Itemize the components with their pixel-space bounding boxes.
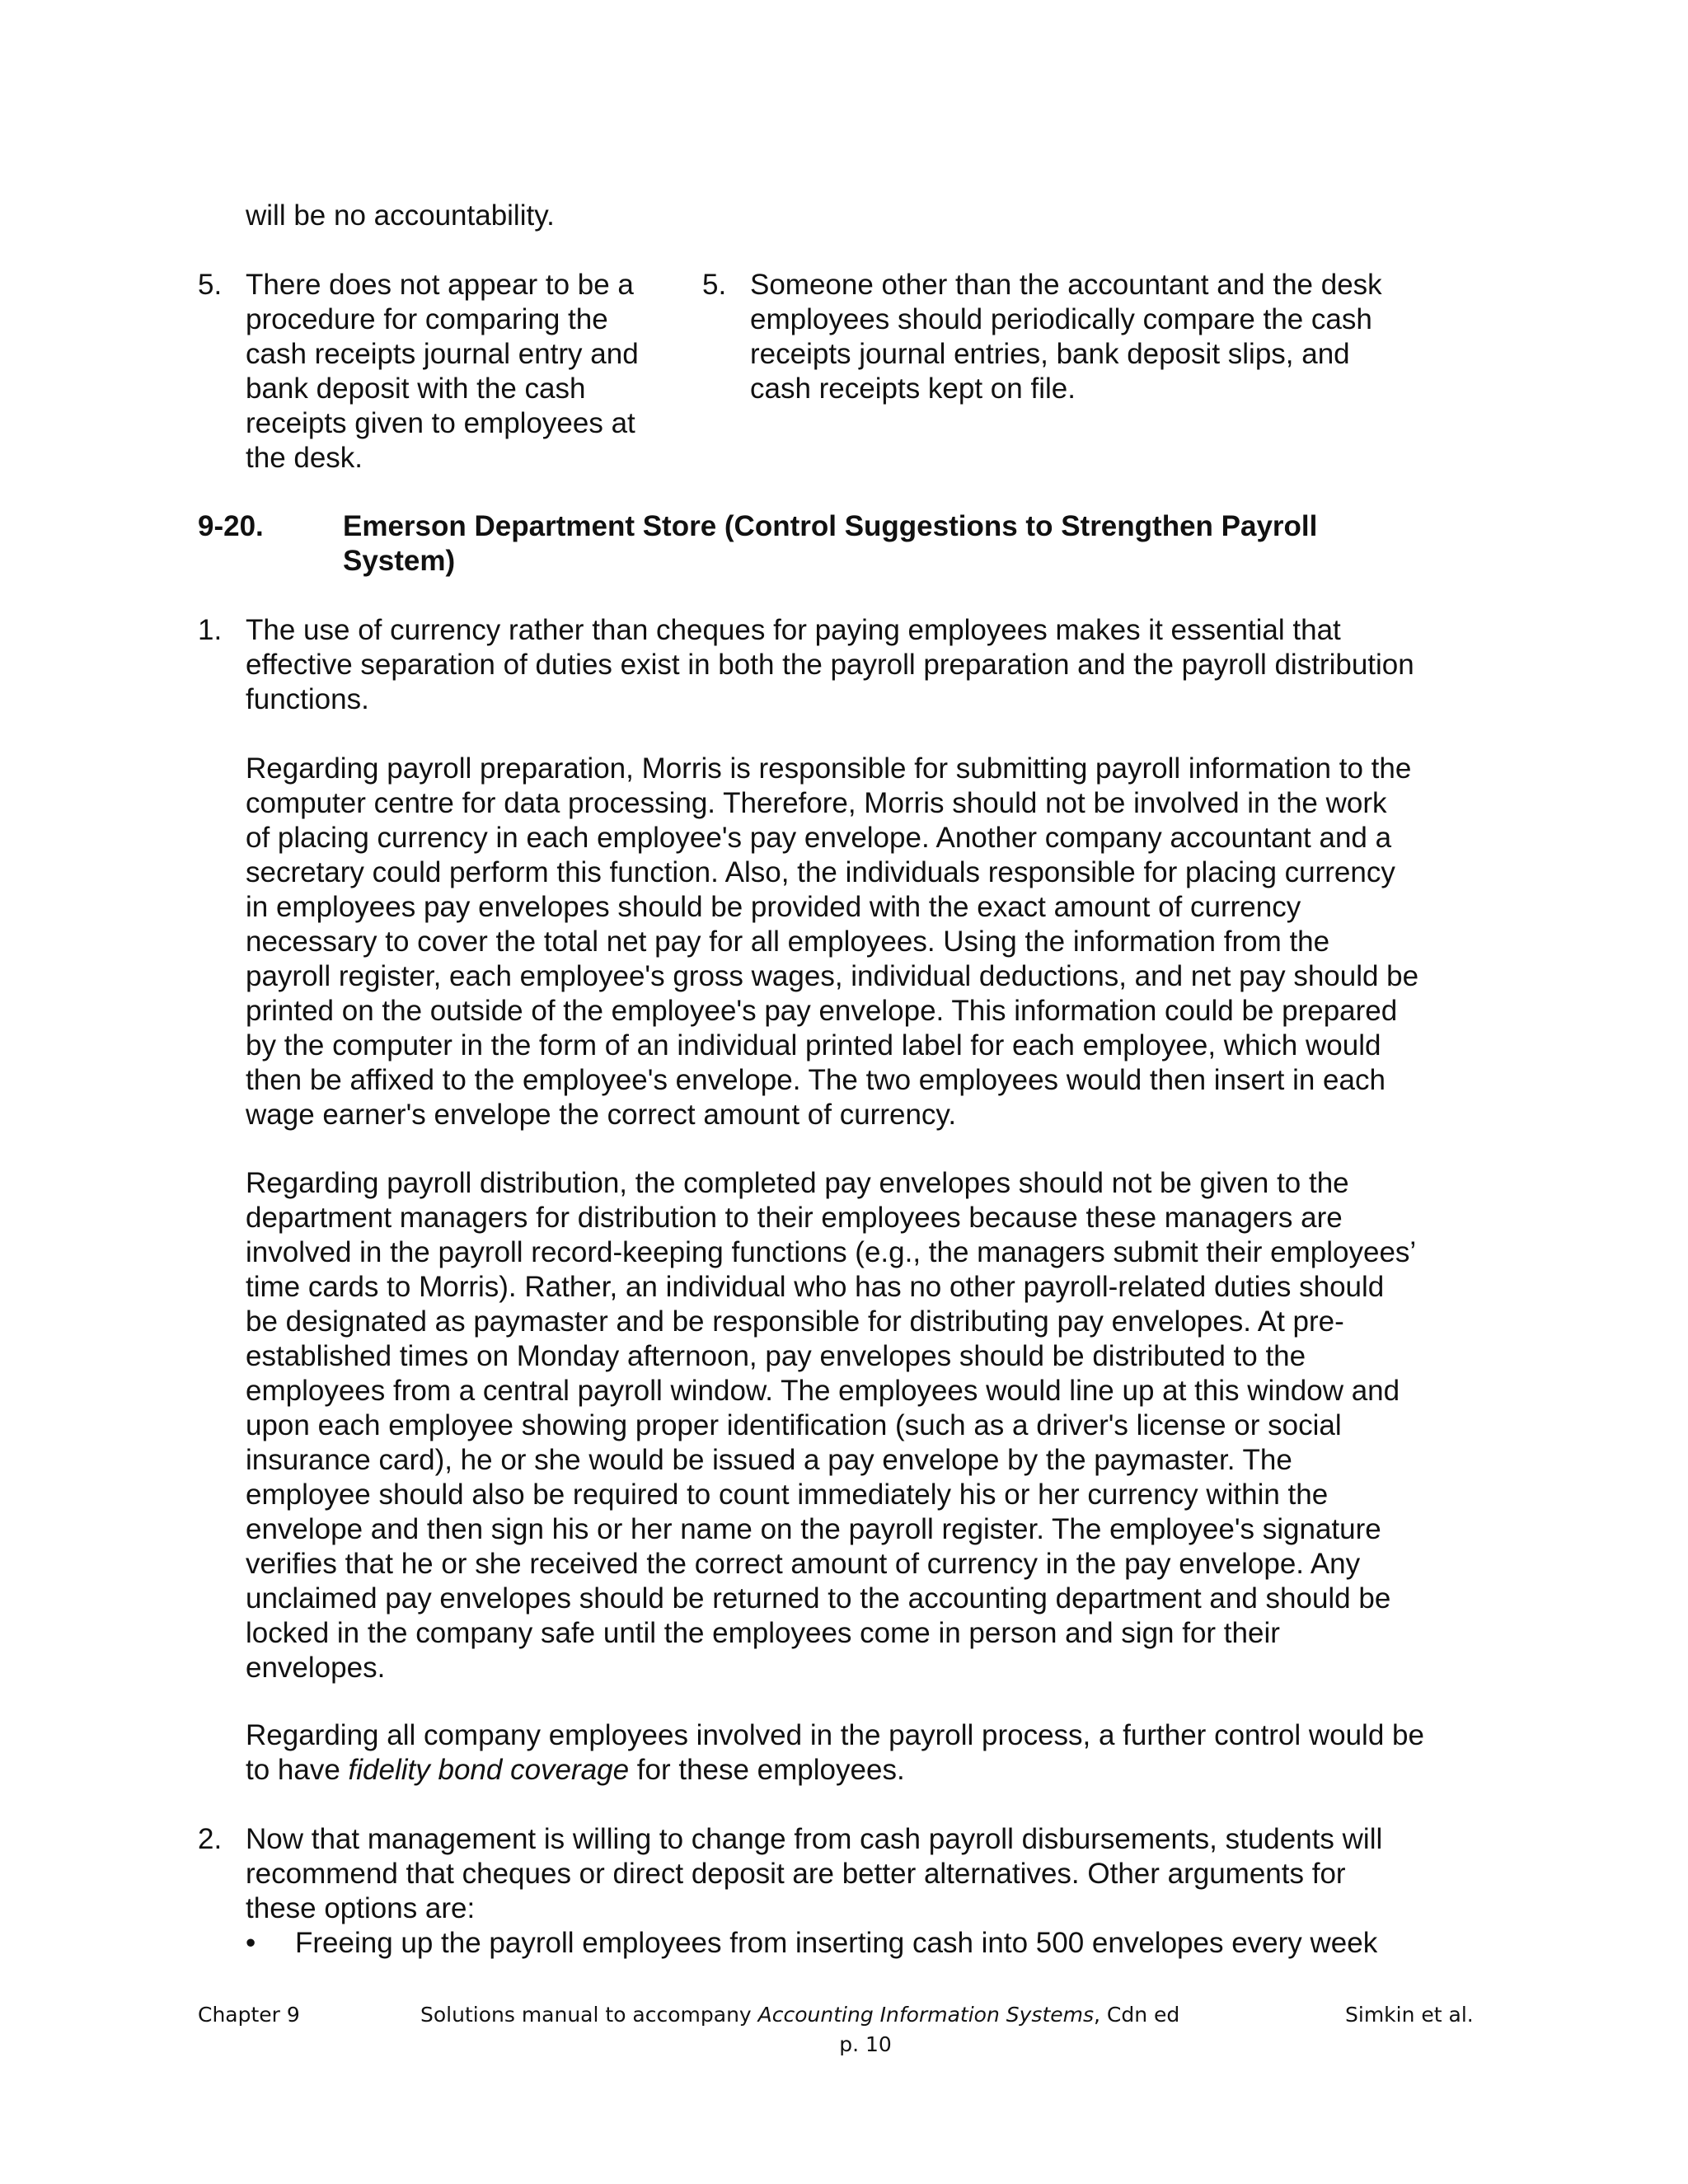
footer-center [420, 2003, 1179, 2027]
section-title: Emerson Department Store (Control Suggestions to Strengthen Payroll System) [343, 510, 1318, 577]
item2-text: Now that management is willing to change from cash payroll disbursements, students will recommend that cheques or direct deposit are better alternatives. Other arguments for these options are: [246, 1823, 1383, 1924]
item5-left-text: There does not appear to be a procedure for comparing the cash receipts journal entry and bank deposit with the cash receipts given to employees at the desk. [246, 269, 639, 474]
item2-bullet-1: Freeing up the payroll employees from inserting cash into 500 envelopes every week [295, 1927, 1378, 1959]
item1-paragraph-3: Regarding payroll distribution, the completed pay envelopes should not be given to the department managers for distribution to their employees because these managers are involved in the payroll record-keeping functions (e.g., the managers submit their employees’ time cards to Morris). Rather, an individual who has no other payroll-related duties should be designated as paymaster and be responsible for distributing pay envelopes. At pre- established times on Monday afternoon, pay envelopes should be distributed to the employees from a central payroll window. The employees would line up at this window and upon each employee showing proper identification (such as a driver's license or social insurance card), he or she would be issued a pay envelope by the paymaster. The employee should also be required to count immediately his or her currency within the envelope and then sign his or her name on the payroll register. The employee's signature verifies that he or she received the correct amount of currency in the pay envelope. Any unclaimed pay envelopes should be returned to the accounting department and should be locked in the company safe until the employees come in person and sign for their envelopes. [246, 1167, 1417, 1684]
para4-text-before: Regarding all company employees involved in the payroll process, a further control would be to have [246, 1719, 1424, 1786]
item2-number: 2. [198, 1823, 223, 1855]
para4-text-after: for these employees. [629, 1754, 905, 1786]
intro-line: will be no accountability. [246, 199, 555, 232]
bullet-icon: • [246, 1927, 256, 1959]
item5-right-number: 5. [702, 269, 727, 301]
item5-right-text: Someone other than the accountant and the desk employees should periodically compare the cash receipts journal entries, bank deposit slips, and cash receipts kept on file. [750, 269, 1382, 405]
item1-paragraph-2: Regarding payroll preparation, Morris is responsible for submitting payroll information to the computer centre for data processing. Therefore, Morris should not be involved in the work of placing currency in each employee's pay envelope. Another company accountant and a secretary could perform this function. Also, the individuals responsible for placing currency in employees pay envelopes should be provided with the exact amount of currency necessary to cover the total net pay for all employees. Using the information from the payroll register, each employee's gross wages, individual deductions, and net pay should be printed on the outside of the employee's pay envelope. This information could be prepared by the computer in the form of an individual printed label for each employee, which would then be affixed to the employee's envelope. The two employees would then insert in each wage earner's envelope the correct amount of currency. [246, 752, 1419, 1131]
section-number: 9-20. [198, 510, 264, 542]
item5-left-number: 5. [198, 269, 223, 301]
footer-book-title: Accounting Information Systems [757, 2003, 1095, 2027]
item1-paragraph-4 [246, 1718, 1498, 1788]
footer-center-before: Solutions manual to accompany [420, 2003, 758, 2027]
para4-italic-term: fidelity bond coverage [348, 1754, 630, 1786]
footer-chapter: Chapter 9 [198, 2003, 300, 2027]
item1-paragraph-1: The use of currency rather than cheques for paying employees makes it essential that effective separation of duties exist in both the payroll preparation and the payroll distribution functions. [246, 614, 1414, 715]
footer-authors: Simkin et al. [1345, 2003, 1474, 2027]
page-number: p. 10 [839, 2032, 892, 2056]
footer-center-after: , Cdn ed [1094, 2003, 1180, 2027]
item1-number: 1. [198, 614, 223, 646]
